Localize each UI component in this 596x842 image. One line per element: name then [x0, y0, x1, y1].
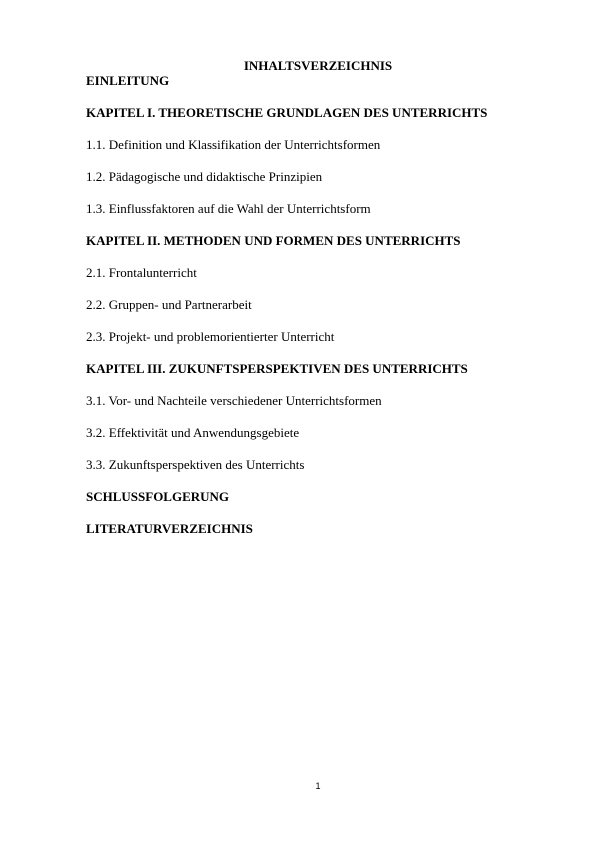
toc-entry-chapter-2: KAPITEL II. METHODEN UND FORMEN DES UNTERRICHTS: [86, 233, 461, 248]
toc-title: INHALTSVERZEICHNIS: [243, 58, 393, 73]
toc-entry-section-1-1: 1.1. Definition und Klassifikation der Unterrichtsformen: [86, 137, 381, 152]
toc-entry-section-3-1: 3.1. Vor- und Nachteile verschiedener Unterrichtsformen: [86, 393, 382, 408]
toc-entry-section-3-2: 3.2. Effektivität und Anwendungsgebiete: [86, 425, 300, 440]
toc-entry-section-2-2: 2.2. Gruppen- und Partnerarbeit: [86, 297, 252, 312]
toc-entry-section-1-2: 1.2. Pädagogische und didaktische Prinzipien: [86, 169, 323, 184]
toc-entry-chapter-3: KAPITEL III. ZUKUNFTSPERSPEKTIVEN DES UNTERRICHTS: [86, 361, 468, 376]
toc-list: [86, 73, 556, 553]
toc-entry-bibliography: LITERATURVERZEICHNIS: [86, 521, 253, 536]
toc-entry-introduction: EINLEITUNG: [86, 73, 170, 88]
toc-entry-section-2-1: 2.1. Frontalunterricht: [86, 265, 197, 280]
toc-entry-section-1-3: 1.3. Einflussfaktoren auf die Wahl der Unterrichtsform: [86, 201, 371, 216]
toc-entry-section-3-3: 3.3. Zukunftsperspektiven des Unterrichts: [86, 457, 305, 472]
page-number: 1: [315, 781, 321, 791]
toc-entry-section-2-3: 2.3. Projekt- und problemorientierter Unterricht: [86, 329, 335, 344]
toc-entry-conclusion: SCHLUSSFOLGERUNG: [86, 489, 230, 504]
toc-entry-chapter-1: KAPITEL I. THEORETISCHE GRUNDLAGEN DES UNTERRICHTS: [86, 105, 488, 120]
